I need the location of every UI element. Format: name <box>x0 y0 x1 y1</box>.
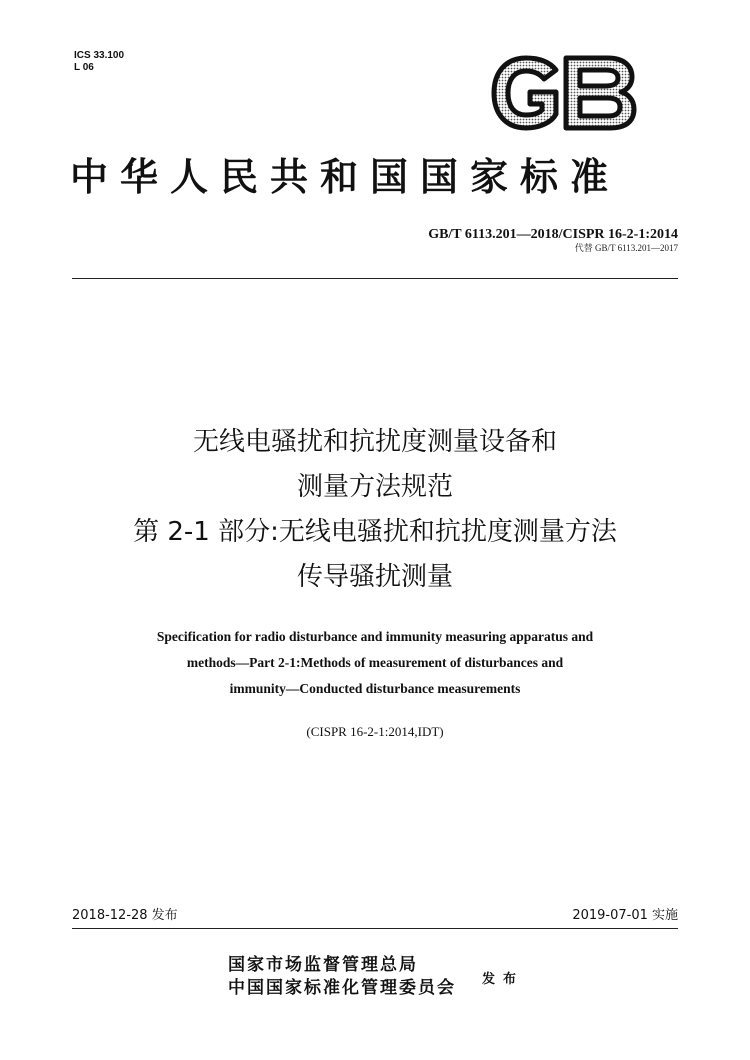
classification-codes <box>74 50 124 74</box>
chinese-title-line-4: 传导骚扰测量 <box>296 562 453 592</box>
publisher-1: 国家市场监督管理总局 <box>228 955 418 975</box>
chinese-title-line-3: 第 2-1 部分:无线电骚扰和抗扰度测量方法 <box>133 517 617 547</box>
ics-code: ICS 33.100 <box>74 50 125 61</box>
top-divider <box>72 278 678 279</box>
english-title <box>60 624 690 702</box>
english-title-line-2: methods—Part 2-1:Methods of measurement of disturbances and <box>186 655 564 670</box>
replaces-standard: 代替 GB/T 6113.201—2017 <box>574 243 678 253</box>
english-title-line-1: Specification for radio disturbance and immunity measuring apparatus and <box>156 629 594 644</box>
adoption-note: (CISPR 16-2-1:2014,IDT) <box>306 724 444 739</box>
gb-logo <box>486 52 640 134</box>
publisher-2: 中国国家标准化管理委员会 <box>228 978 456 998</box>
ccs-code: L 06 <box>74 62 94 73</box>
chinese-title-line-2: 测量方法规范 <box>296 472 453 502</box>
implementation-date: 2019-07-01 实施 <box>572 908 678 923</box>
publish-label: 发布 <box>482 972 525 987</box>
standard-number-block <box>428 227 678 254</box>
standard-number: GB/T 6113.201—2018/CISPR 16-2-1:2014 <box>428 227 678 242</box>
gb-logo-mark <box>486 52 640 134</box>
bottom-divider <box>72 928 678 929</box>
chinese-title <box>40 420 710 600</box>
issue-date: 2018-12-28 发布 <box>72 908 178 923</box>
publisher-names <box>228 954 456 1000</box>
english-title-line-3: immunity—Conducted disturbance measurements <box>229 681 521 696</box>
standard-type-heading: 中华人民共和国国家标准 <box>70 154 621 199</box>
chinese-title-line-1: 无线电骚扰和抗扰度测量设备和 <box>192 427 557 457</box>
